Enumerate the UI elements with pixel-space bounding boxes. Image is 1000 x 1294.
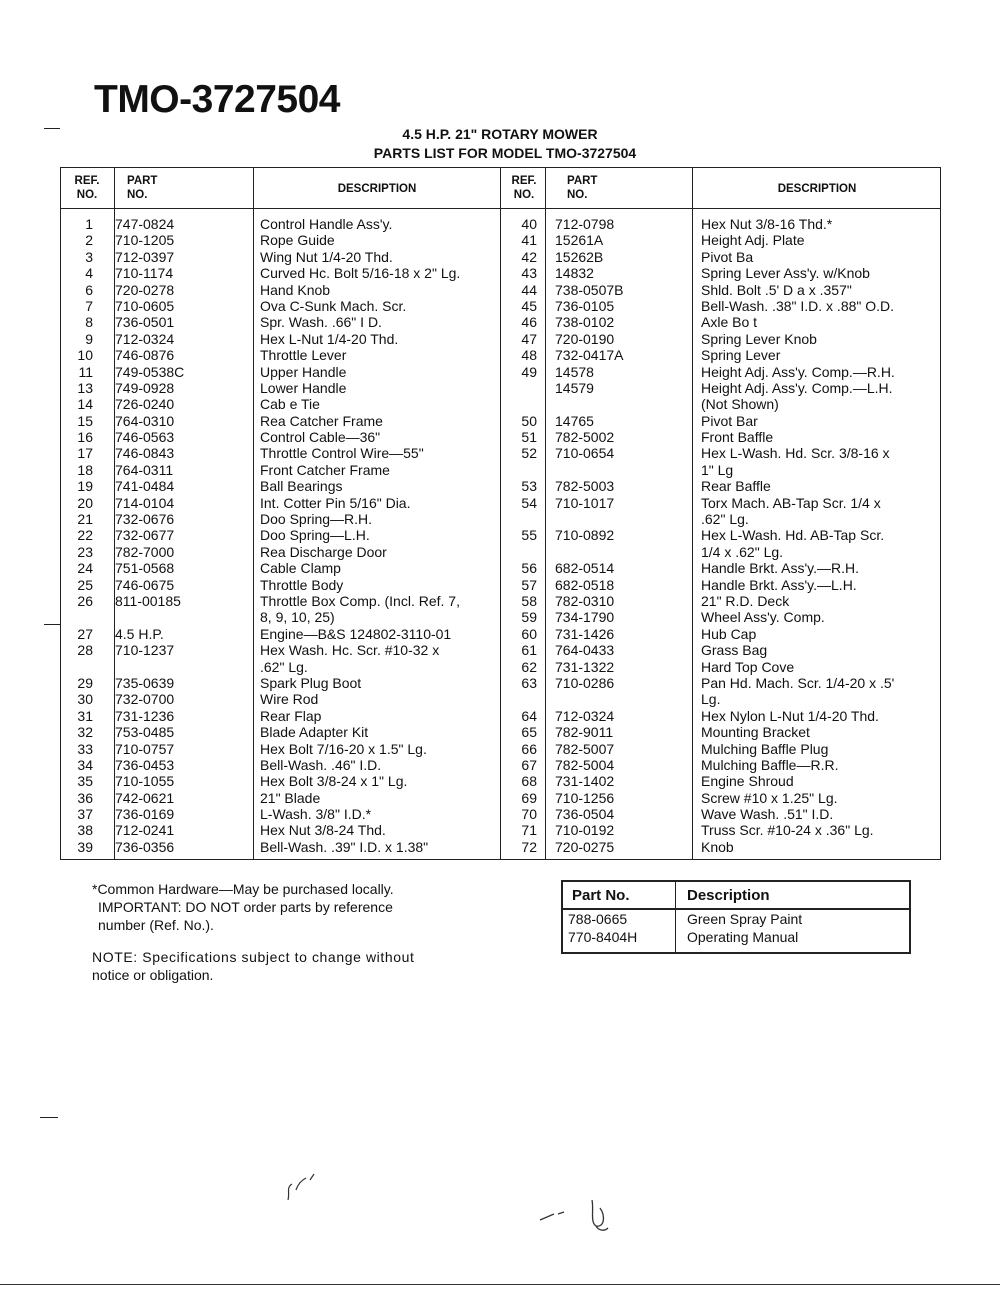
- ref-no-cell: 58: [521, 592, 537, 609]
- ref-no-cell: 11: [78, 363, 93, 380]
- part-no-cell: 14579: [555, 379, 594, 396]
- ref-no-cell: 69: [521, 789, 537, 806]
- description-cell: 1" Lg: [701, 461, 734, 478]
- part-no-cell: 735-0639: [115, 674, 175, 691]
- table-row: [61, 675, 940, 691]
- ref-no-cell: 8: [85, 314, 93, 331]
- part-no-cell: 782-0310: [555, 592, 615, 609]
- part-no-cell: 14832: [555, 265, 594, 282]
- part-no-cell: 731-1426: [555, 625, 615, 642]
- description-cell: 21" R.D. Deck: [701, 592, 790, 609]
- extras-table: [561, 880, 911, 954]
- description-cell: Upper Handle: [260, 363, 347, 380]
- part-no-cell: 712-0241: [115, 822, 175, 839]
- description-cell: Knob: [701, 838, 734, 855]
- part-no-cell: 15261A: [555, 232, 604, 249]
- table-row: [61, 560, 940, 576]
- header-ref-no-right: REF. NO.: [511, 175, 537, 201]
- part-no-cell: 746-0843: [115, 445, 175, 462]
- description-cell: Wave Wash. .51" I.D.: [701, 806, 834, 823]
- header-part-no: PART NO.: [127, 175, 158, 201]
- ref-no-cell: 49: [521, 363, 537, 380]
- ref-no-cell: 37: [77, 806, 93, 823]
- table-row: [61, 839, 940, 855]
- table-row: [61, 478, 940, 494]
- table-row: [61, 462, 940, 478]
- part-no-cell: 782-5003: [555, 478, 615, 495]
- description-cell: Lg.: [701, 691, 721, 708]
- ref-no-cell: 2: [85, 232, 93, 249]
- part-no-cell: 731-1322: [555, 658, 615, 675]
- description-cell: Grass Bag: [701, 642, 768, 659]
- description-cell: Hard Top Cove: [701, 658, 795, 675]
- part-no-cell: 710-1174: [115, 265, 174, 282]
- ref-no-cell: 22: [77, 527, 93, 544]
- ref-no-cell: 1: [85, 216, 93, 232]
- part-no-cell: 712-0397: [115, 248, 175, 265]
- ref-no-cell: 68: [521, 773, 537, 790]
- part-no-cell: 738-0507B: [555, 281, 624, 298]
- ref-no-cell: 7: [85, 297, 93, 314]
- part-no-cell: 682-0514: [555, 560, 615, 577]
- part-no-cell: 4.5 H.P.: [115, 625, 164, 642]
- table-row: [61, 511, 940, 527]
- important-note: IMPORTANT: DO NOT order parts by reference: [98, 899, 393, 915]
- table-row: [61, 741, 940, 757]
- part-no-cell: 782-5002: [555, 429, 615, 446]
- description-cell: 21" Blade: [260, 789, 321, 806]
- description-cell: Doo Spring—L.H.: [260, 527, 370, 544]
- part-no-cell: 736-0453: [115, 756, 175, 773]
- ref-no-cell: 55: [521, 527, 537, 544]
- ref-no-cell: 60: [521, 625, 537, 642]
- ref-no-cell: 59: [521, 609, 537, 626]
- margin-tick: [40, 1117, 58, 1118]
- specs-note-block: [92, 948, 492, 984]
- part-no-cell: 710-1205: [115, 232, 175, 249]
- description-cell: Spr. Wash. .66" I D.: [260, 314, 382, 331]
- table-row: [61, 282, 940, 298]
- description-cell: Spring Lever Ass'y. w/Knob: [701, 265, 870, 282]
- header-description-right: DESCRIPTION: [777, 183, 857, 195]
- part-no-cell: 764-0433: [555, 642, 615, 659]
- description-cell: L-Wash. 3/8" I.D.*: [260, 806, 372, 823]
- common-hardware-note: *Common Hardware—May be purchased locally.: [92, 881, 394, 897]
- extras-header-part: Part No.: [572, 887, 630, 904]
- table-row: [61, 790, 940, 806]
- description-cell: Bell-Wash. .46" I.D.: [260, 756, 382, 773]
- description-cell: Curved Hc. Bolt 5/16-18 x 2" Lg.: [260, 265, 461, 282]
- part-no-cell: 732-0700: [115, 691, 175, 708]
- part-no-cell: 736-0501: [115, 314, 175, 331]
- part-no-cell: 753-0485: [115, 724, 175, 741]
- specs-note-cont: notice or obligation.: [92, 967, 214, 983]
- part-no-cell: 710-0605: [115, 297, 175, 314]
- table-row: [61, 249, 940, 265]
- description-cell: Rope Guide: [260, 232, 335, 249]
- document-title: TMO-3727504: [94, 78, 340, 121]
- ref-no-cell: 14: [77, 396, 93, 413]
- extras-desc-cell: Operating Manual: [687, 929, 799, 945]
- part-no-cell: 782-7000: [115, 543, 175, 560]
- description-cell: Mounting Bracket: [701, 724, 810, 741]
- part-no-cell: 710-0892: [555, 527, 615, 544]
- header-divider: [61, 208, 940, 209]
- part-no-cell: 720-0190: [555, 330, 615, 347]
- description-cell: Mulching Baffle Plug: [701, 740, 829, 757]
- description-cell: Cable Clamp: [260, 560, 341, 577]
- description-cell: Wire Rod: [260, 691, 319, 708]
- description-cell: 8, 9, 10, 25): [260, 609, 335, 626]
- description-cell: Handle Brkt. Ass'y.—R.H.: [701, 560, 860, 577]
- description-cell: Hex Bolt 3/8-24 x 1" Lg.: [260, 773, 408, 790]
- part-no-cell: 710-1055: [115, 773, 175, 790]
- part-no-cell: 710-1237: [115, 642, 175, 659]
- description-cell: Hex Nylon L-Nut 1/4-20 Thd.: [701, 707, 879, 724]
- description-cell: Engine—B&S 124802-3110-01: [260, 625, 452, 642]
- ref-no-cell: 24: [77, 560, 93, 577]
- description-cell: Screw #10 x 1.25" Lg.: [701, 789, 838, 806]
- description-cell: Hub Cap: [701, 625, 757, 642]
- header-description: DESCRIPTION: [337, 183, 417, 195]
- table-row: [61, 609, 940, 625]
- description-cell: Hex L-Wash. Hd. AB-Tap Scr.: [701, 527, 885, 544]
- ref-no-cell: 29: [77, 674, 93, 691]
- part-no-cell: 14765: [555, 412, 594, 429]
- part-no-cell: 782-9011: [555, 724, 614, 741]
- part-no-cell: 712-0324: [115, 330, 175, 347]
- ref-no-cell: 15: [77, 412, 93, 429]
- description-cell: Mulching Baffle—R.R.: [701, 756, 839, 773]
- ref-no-cell: 71: [521, 822, 537, 839]
- part-no-cell: 764-0311: [115, 461, 174, 478]
- ref-no-cell: 23: [77, 543, 93, 560]
- ref-no-cell: 36: [77, 789, 93, 806]
- table-row: [61, 659, 940, 675]
- description-cell: Control Cable—36": [260, 429, 381, 446]
- table-row: [61, 724, 940, 740]
- table-row: [61, 527, 940, 543]
- table-row: [61, 708, 940, 724]
- table-row: [61, 822, 940, 838]
- part-no-cell: 746-0675: [115, 576, 175, 593]
- part-no-cell: 732-0677: [115, 527, 175, 544]
- ref-no-cell: 19: [77, 478, 93, 495]
- part-no-cell: 811-00185: [115, 592, 181, 609]
- ref-no-cell: 35: [77, 773, 93, 790]
- part-no-cell: 710-1017: [555, 494, 615, 511]
- pen-mark: [534, 1192, 624, 1238]
- header-part-no-right: PART NO.: [567, 175, 598, 201]
- subtitle-mower: 4.5 H.P. 21" ROTARY MOWER: [402, 126, 598, 142]
- ref-no-cell: 64: [521, 707, 537, 724]
- part-no-cell: 710-0757: [115, 740, 175, 757]
- ref-no-cell: 3: [85, 248, 93, 265]
- table-row: [61, 806, 940, 822]
- description-cell: Control Handle Ass'y.: [260, 216, 393, 232]
- ref-no-cell: 41: [521, 232, 537, 249]
- part-no-cell: 736-0105: [555, 297, 615, 314]
- table-row: [61, 577, 940, 593]
- ref-no-cell: 31: [77, 707, 93, 724]
- description-cell: Doo Spring—R.H.: [260, 511, 373, 528]
- description-cell: Blade Adapter Kit: [260, 724, 369, 741]
- description-cell: Rea Discharge Door: [260, 543, 387, 560]
- part-no-cell: 720-0278: [115, 281, 175, 298]
- ref-no-cell: 32: [77, 724, 93, 741]
- description-cell: Hex L-Nut 1/4-20 Thd.: [260, 330, 399, 347]
- description-cell: Rea Catcher Frame: [260, 412, 383, 429]
- ref-no-cell: 70: [521, 806, 537, 823]
- table-row: [61, 773, 940, 789]
- table-row: [61, 593, 940, 609]
- table-row: [61, 413, 940, 429]
- description-cell: Spark Plug Boot: [260, 674, 362, 691]
- ref-no-cell: 21: [77, 511, 93, 528]
- part-no-cell: 741-0484: [115, 478, 175, 495]
- part-no-cell: 712-0324: [555, 707, 615, 724]
- part-no-cell: 782-5007: [555, 740, 615, 757]
- ref-no-cell: 61: [521, 642, 537, 659]
- ref-no-cell: 50: [521, 412, 537, 429]
- description-cell: Throttle Box Comp. (Incl. Ref. 7,: [260, 592, 460, 609]
- table-row: [61, 691, 940, 707]
- part-no-cell: 736-0169: [115, 806, 175, 823]
- ref-no-cell: 38: [77, 822, 93, 839]
- description-cell: .62" Lg.: [260, 658, 308, 675]
- table-row: [61, 544, 940, 560]
- description-cell: Cab e Tie: [260, 396, 320, 413]
- description-cell: .62" Lg.: [701, 511, 749, 528]
- description-cell: 1/4 x .62" Lg.: [701, 543, 784, 560]
- description-cell: Throttle Control Wire—55": [260, 445, 424, 462]
- part-no-cell: 14578: [555, 363, 594, 380]
- extras-part-cell: 770-8404H: [568, 929, 638, 945]
- description-cell: Lower Handle: [260, 379, 347, 396]
- description-cell: Ova C-Sunk Mach. Scr.: [260, 297, 407, 314]
- ref-no-cell: 13: [77, 379, 93, 396]
- part-no-cell: 710-0654: [555, 445, 615, 462]
- header-divider: [563, 908, 909, 910]
- description-cell: Hex Nut 3/8-24 Thd.: [260, 822, 386, 839]
- table-row: [61, 331, 940, 347]
- description-cell: Throttle Lever: [260, 347, 347, 364]
- ref-no-cell: 40: [521, 216, 537, 232]
- description-cell: Rear Baffle: [701, 478, 771, 495]
- ref-no-cell: 54: [521, 494, 537, 511]
- part-no-cell: 746-0563: [115, 429, 175, 446]
- parts-table: [60, 167, 941, 860]
- part-no-cell: 682-0518: [555, 576, 615, 593]
- part-no-cell: 764-0310: [115, 412, 175, 429]
- description-cell: Throttle Body: [260, 576, 344, 593]
- ref-no-cell: 42: [521, 248, 537, 265]
- pen-mark: [282, 1170, 322, 1206]
- part-no-cell: 710-0286: [555, 674, 615, 691]
- table-row: [61, 216, 940, 232]
- notes-block: [92, 880, 472, 934]
- ref-no-cell: 62: [521, 658, 537, 675]
- description-cell: Truss Scr. #10-24 x .36" Lg.: [701, 822, 874, 839]
- ref-no-cell: 10: [77, 347, 93, 364]
- ref-no-cell: 46: [521, 314, 537, 331]
- description-cell: Spring Lever Knob: [701, 330, 817, 347]
- description-cell: Hex Nut 3/8-16 Thd.*: [701, 216, 833, 232]
- description-cell: Hex Wash. Hc. Scr. #10-32 x: [260, 642, 440, 659]
- part-no-cell: 736-0356: [115, 838, 175, 855]
- specs-note: NOTE: Specifications subject to change without: [92, 949, 415, 965]
- description-cell: Pivot Bar: [701, 412, 758, 429]
- page-bottom-rule: [0, 1284, 1000, 1285]
- part-no-cell: 736-0504: [555, 806, 615, 823]
- description-cell: Pivot Ba: [701, 248, 754, 265]
- ref-no-cell: 6: [85, 281, 93, 298]
- part-no-cell: 15262B: [555, 248, 604, 265]
- ref-no-cell: 72: [521, 838, 537, 855]
- ref-no-cell: 28: [77, 642, 93, 659]
- description-cell: Wheel Ass'y. Comp.: [701, 609, 825, 626]
- table-row: [61, 445, 940, 461]
- description-cell: Pan Hd. Mach. Scr. 1/4-20 x .5': [701, 674, 895, 691]
- description-cell: Handle Brkt. Ass'y.—L.H.: [701, 576, 857, 593]
- table-row: [61, 265, 940, 281]
- ref-no-cell: 67: [521, 756, 537, 773]
- ref-no-cell: 43: [521, 265, 537, 282]
- description-cell: Int. Cotter Pin 5/16" Dia.: [260, 494, 411, 511]
- column-divider: [675, 882, 676, 952]
- ref-no-cell: 17: [77, 445, 93, 462]
- part-no-cell: 732-0417A: [555, 347, 624, 364]
- part-no-cell: 747-0824: [115, 216, 175, 232]
- description-cell: Front Baffle: [701, 429, 774, 446]
- description-cell: Engine Shroud: [701, 773, 794, 790]
- header-ref-no: REF. NO.: [74, 175, 100, 201]
- ref-no-cell: 27: [77, 625, 93, 642]
- important-note-cont: number (Ref. No.).: [98, 917, 214, 933]
- description-cell: Spring Lever: [701, 347, 781, 364]
- ref-no-cell: 66: [521, 740, 537, 757]
- ref-no-cell: 56: [521, 560, 537, 577]
- description-cell: Wing Nut 1/4-20 Thd.: [260, 248, 393, 265]
- ref-no-cell: 30: [77, 691, 93, 708]
- table-row: [61, 232, 940, 248]
- description-cell: Ball Bearings: [260, 478, 343, 495]
- table-row: [61, 396, 940, 412]
- part-no-cell: 710-1256: [555, 789, 615, 806]
- ref-no-cell: 63: [521, 674, 537, 691]
- description-cell: Bell-Wash. .38" I.D. x .88" O.D.: [701, 297, 895, 314]
- part-no-cell: 751-0568: [115, 560, 175, 577]
- table-row: [61, 380, 940, 396]
- description-cell: Height Adj. Ass'y. Comp.—L.H.: [701, 379, 893, 396]
- description-cell: Height Adj. Ass'y. Comp.—R.H.: [701, 363, 895, 380]
- ref-no-cell: 52: [521, 445, 537, 462]
- ref-no-cell: 47: [521, 330, 537, 347]
- part-no-cell: 720-0275: [555, 838, 615, 855]
- ref-no-cell: 26: [77, 592, 93, 609]
- table-row: [61, 298, 940, 314]
- right-parts-rows: [61, 216, 940, 855]
- ref-no-cell: 65: [521, 724, 537, 741]
- ref-no-cell: 44: [521, 281, 537, 298]
- part-no-cell: 734-1790: [555, 609, 615, 626]
- ref-no-cell: 39: [77, 838, 93, 855]
- part-no-cell: 738-0102: [555, 314, 615, 331]
- ref-no-cell: 51: [521, 429, 537, 446]
- part-no-cell: 742-0621: [115, 789, 175, 806]
- part-no-cell: 710-0192: [555, 822, 615, 839]
- table-row: [61, 429, 940, 445]
- description-cell: Height Adj. Plate: [701, 232, 805, 249]
- ref-no-cell: 34: [77, 756, 93, 773]
- description-cell: Bell-Wash. .39" I.D. x 1.38": [260, 838, 429, 855]
- part-no-cell: 749-0928: [115, 379, 175, 396]
- subtitle-parts-list: PARTS LIST FOR MODEL TMO-3727504: [373, 145, 637, 161]
- part-no-cell: 712-0798: [555, 216, 615, 232]
- description-cell: Torx Mach. AB-Tap Scr. 1/4 x: [701, 494, 881, 511]
- part-no-cell: 726-0240: [115, 396, 175, 413]
- description-cell: Hex L-Wash. Hd. Scr. 3/8-16 x: [701, 445, 890, 462]
- table-row: [61, 642, 940, 658]
- ref-no-cell: 20: [77, 494, 93, 511]
- description-cell: Shld. Bolt .5' D a x .357": [701, 281, 852, 298]
- description-cell: Axle Bo t: [701, 314, 758, 331]
- description-cell: Front Catcher Frame: [260, 461, 390, 478]
- description-cell: Hand Knob: [260, 281, 331, 298]
- table-row: [61, 314, 940, 330]
- table-row: [61, 347, 940, 363]
- ref-no-cell: 25: [77, 576, 93, 593]
- ref-no-cell: 4: [85, 265, 93, 282]
- ref-no-cell: 57: [521, 576, 537, 593]
- description-cell: Rear Flap: [260, 707, 322, 724]
- part-no-cell: 749-0538C: [115, 363, 185, 380]
- ref-no-cell: 9: [85, 330, 93, 347]
- table-row: [61, 364, 940, 380]
- extras-part-cell: 788-0665: [568, 911, 628, 927]
- table-row: [61, 495, 940, 511]
- part-no-cell: 732-0676: [115, 511, 175, 528]
- ref-no-cell: 33: [77, 740, 93, 757]
- margin-tick: [44, 624, 60, 625]
- extras-desc-cell: Green Spray Paint: [687, 911, 803, 927]
- table-row: [61, 626, 940, 642]
- ref-no-cell: 53: [521, 478, 537, 495]
- ref-no-cell: 18: [77, 461, 93, 478]
- description-cell: Hex Bolt 7/16-20 x 1.5" Lg.: [260, 740, 427, 757]
- table-row: [61, 757, 940, 773]
- ref-no-cell: 45: [521, 297, 537, 314]
- part-no-cell: 731-1236: [115, 707, 175, 724]
- ref-no-cell: 16: [77, 429, 93, 446]
- part-no-cell: 714-0104: [115, 494, 175, 511]
- description-cell: (Not Shown): [701, 396, 779, 413]
- extras-header-desc: Description: [687, 887, 770, 904]
- part-no-cell: 746-0876: [115, 347, 175, 364]
- part-no-cell: 782-5004: [555, 756, 615, 773]
- ref-no-cell: 48: [521, 347, 537, 364]
- part-no-cell: 731-1402: [555, 773, 615, 790]
